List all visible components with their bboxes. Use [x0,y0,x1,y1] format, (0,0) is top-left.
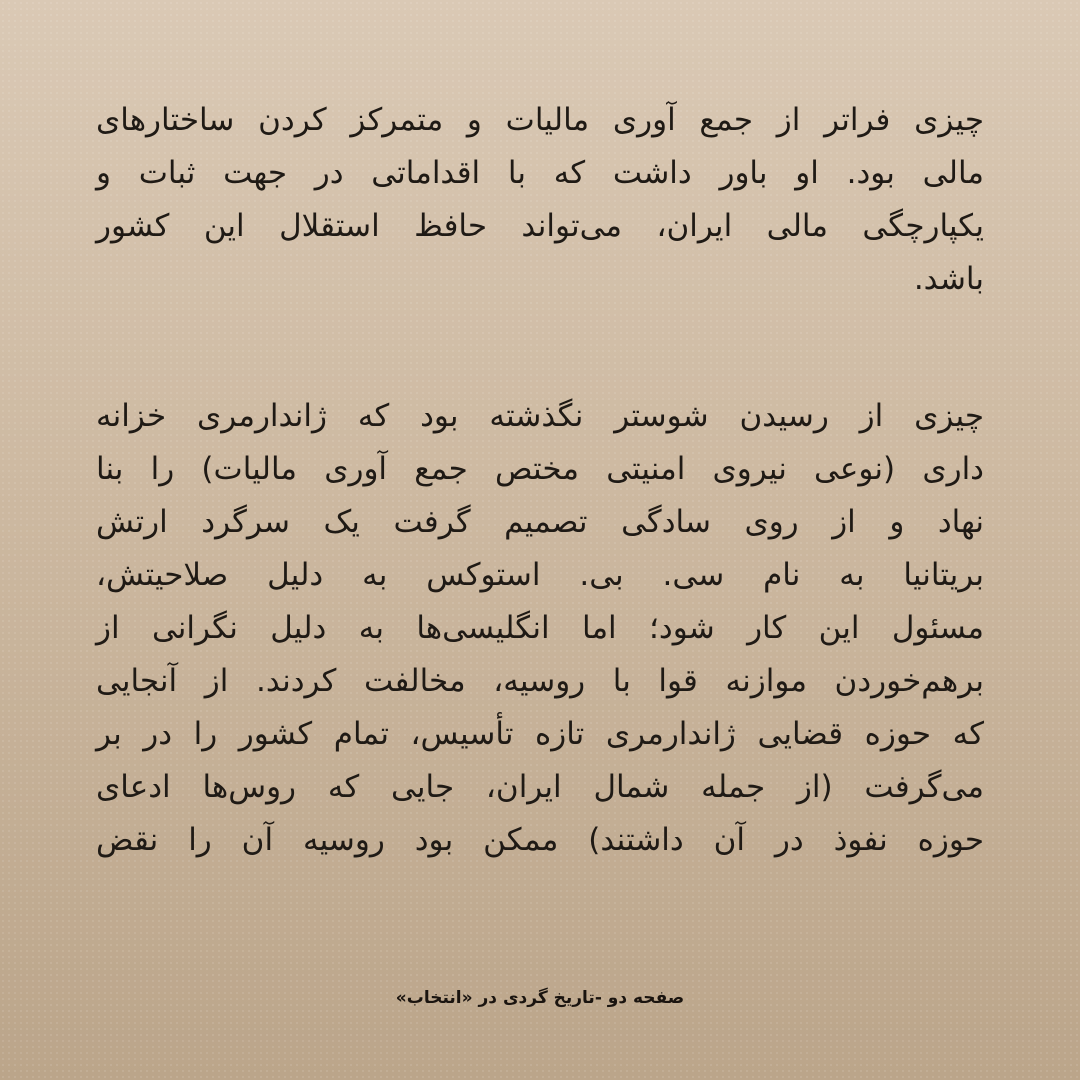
text-line: می‌گرفت (از جمله شمال ایران، جایی که روس‌ها ادعای [96,769,984,805]
text-line: مسئول این کار شود؛ اما انگلیسی‌ها به دلیل نگرانی از [96,610,984,646]
page-footer: صفحه دو -تاریخ گردی در «انتخاب» [395,988,685,1008]
text-line: باشد. [913,261,984,297]
text-line: چیزی از رسیدن شوستر نگذشته بود که ژاندارمری خزانه [96,398,984,434]
text-line: که حوزه قضایی ژاندارمری تازه تأسیس، تمام کشور را در بر [96,716,984,752]
text-line: مالی بود. او باور داشت که با اقداماتی در جهت ثبات و [96,155,984,191]
text-line: نهاد و از روی سادگی تصمیم گرفت یک سرگرد ارتش [96,504,984,540]
text-line: داری (نوعی نیروی امنیتی مختص جمع آوری مالیات) را بنا [96,451,984,487]
text-line: بریتانیا به نام سی. بی. استوکس به دلیل صلاحیتش، [96,557,984,593]
paragraph-2 [96,390,984,867]
text-line: حوزه نفوذ در آن داشتند) ممکن بود روسیه آن را نقض [96,822,984,858]
text-line: برهم‌خوردن موازنه قوا با روسیه، مخالفت کردند. از آنجایی [96,663,984,699]
paragraph-1 [96,94,984,306]
text-line: چیزی فراتر از جمع آوری مالیات و متمرکز کردن ساختارهای [96,102,984,138]
text-line: یکپارچگی مالی ایران، می‌تواند حافظ استقلال این کشور [96,208,984,244]
